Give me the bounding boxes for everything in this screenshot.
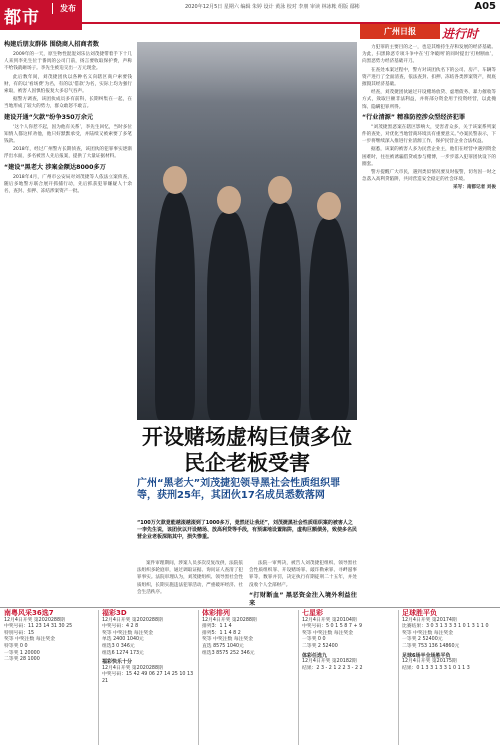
main-body-col1 — [137, 560, 243, 606]
main-paragraph: 案件审理期间，涉案人员多次反复改供，法院依法组织多轮庭审，通过调取证据、询问证人查清了犯罪事实。法院审理认为，刘茂捷组织、领导黑社会性质组织，长期实施违法犯罪活动，严重破坏经济、社会生活秩序。 — [137, 561, 243, 595]
lottery-line: 12月4日开奖 第20174期 — [402, 617, 457, 623]
left-paragraph: 据警方调查，该团伙成员多有前科，长期纠集在一起，在当地形成了较大的势力，群众敢怒不敢言。 — [4, 97, 132, 110]
lottery-block — [202, 610, 296, 657]
main-subhead: “打财断血” 黑恶资金注入境外利益往来 — [249, 591, 357, 606]
left-paragraph: ‘这个人你惹不起，因为他有关系’，李先生回忆，当时多位知情人都这样劝他，他只好默默承受，并陆续又被索要了多笔钱款。 — [4, 124, 132, 145]
section-logo — [360, 24, 496, 40]
photo-figure — [207, 212, 251, 420]
right-paragraph: “刘茂捷黑恶案在辖区影响大，受害者众多，关于该案系列案件的查处，对优化当地营商环境具有重要意义。”办案民警表示，下一步将继续深入推进行业清源工作，保护民营企业合法权益。 — [362, 124, 496, 145]
photo-figure — [155, 192, 195, 420]
lottery-line: 中奖号码：5 0 1 5 8 7 + 9 — [302, 624, 363, 630]
lottery-line: 特等奖 0 0 — [4, 643, 28, 649]
lottery-line: 12月4日开奖 第2020288期 — [4, 617, 65, 623]
lottery-line: 特别号码：15 — [4, 630, 35, 636]
right-paragraph: 在查处本案过程中，警方对该团伙名下的公司、房产、车辆等资产进行了全面清查，依法查封、扣押、冻结各类涉案资产，彻底摧毁其经济基础。 — [362, 67, 496, 88]
main-lead: “100万欠款竟能越滚越滚到了1000多万，竟然还让我还”，刘茂捷黑社会性质组织案的被害人之一李先生说，该团伙以开设赌场、放高利贷等手段，有预谋地设置陷阱，虚构巨额债务，致使多名民营企业老板深陷其中，损失惨重。 — [137, 520, 358, 541]
main-body-col2 — [249, 560, 357, 606]
lottery-title: 福彩3D — [102, 609, 127, 617]
right-paragraph: 据悉，该案的被害人多为民营企业主，他们在经营中遇到资金困难时，往往被诱骗借贷或参与赌博，一步步落入犯罪团伙设下的圈套。 — [362, 147, 496, 167]
left-headline-2: 建设开通“欠款”纷争350万余元 — [4, 113, 94, 121]
lottery-line: 12月4日开奖 第20182期 — [302, 659, 357, 665]
news-photo — [137, 42, 357, 420]
lottery-line: 奖等 中奖注数 每注奖金 — [102, 630, 154, 636]
lottery-line: 奖等 中奖注数 每注奖金 — [402, 630, 454, 636]
lottery-line: 组选6 1274 173元 — [102, 650, 144, 656]
lottery-subtitle: 福彩快乐十分 — [102, 659, 133, 666]
left-paragraph: 此后数年间，刘茂捷团伙以各种名义向辖区商户索要钱财，有的以‘看场费’为名，有的以‘借款’为名，实际上均为强行索取，被害人因惧怕报复大多忍气吞声。 — [4, 74, 132, 95]
main-headline: 开设赌场虚构巨债多位民企老板受害 — [142, 425, 352, 475]
left-paragraph: 2018年4月，广州市公安局对刘茂捷等人依法立案侦查，随后多地警方联合展开抓捕行动，先后抓获犯罪嫌疑人十余名，查封、扣押、冻结涉案资产一批。 — [4, 174, 132, 195]
lottery-line: 12月4日开奖 第20175期 — [402, 659, 457, 665]
lottery-block — [4, 610, 96, 664]
divider — [198, 610, 199, 745]
lottery-line: 结果：2 3 - 2 1 2 2 3 - 2 2 — [302, 665, 363, 671]
lottery-block — [302, 610, 396, 672]
lottery-line: 组选3 8575 252 346元 — [202, 650, 255, 656]
section-tag: 进行时 — [442, 27, 479, 41]
lottery-line: 二等奖 2 52400 — [302, 643, 338, 649]
left-paragraph: 2018年，经过广州警方长期侦查，该团伙的犯罪事实逐渐浮出水面，多名被害人先后报案，提供了大量证据材料。 — [4, 147, 132, 160]
lottery-line: 组选3 0 346元 — [102, 643, 135, 649]
lottery-block — [102, 610, 196, 686]
photo-figure — [309, 218, 349, 420]
lottery-line: 直选 8575 1040元 — [202, 643, 244, 649]
lottery-subtitle: 体彩任选九 — [302, 652, 328, 659]
left-column — [4, 38, 132, 604]
left-headline-1: 构建后朋友群体 围绕商人招商者数 — [4, 41, 99, 48]
lottery-line: 单选 2400 1040元 — [102, 637, 144, 643]
divider — [98, 610, 99, 745]
lottery-line: 一等奖 2 52400元 — [402, 637, 443, 643]
lottery-title: 体彩排列 — [202, 609, 230, 617]
lottery-line: 二等奖 28 1000 — [4, 657, 40, 663]
lottery-title: 足球胜平负 — [402, 609, 437, 617]
divider — [298, 610, 299, 745]
photo-figure-head — [163, 166, 187, 194]
page-number: A05 — [474, 1, 496, 12]
left-headline-3: “建设”黑老大 涉案金额达8000多万 — [4, 163, 106, 171]
lottery-line: 12月4日开奖 第2020288期 — [102, 665, 163, 671]
photo-figure — [259, 202, 301, 420]
main-subheadline: 广州“黑老大”刘茂捷犯领导黑社会性质组织罪等，获刑25年，其团伙17名成员悉数落网 — [137, 478, 341, 501]
right-paragraph: 经查，刘茂捷团伙通过开设赌场放贷、虚增债务、暴力催收等方式，敛取巨额非法利益，并将部分资金用于投资经营，以此掩饰、隐瞒犯罪所得。 — [362, 90, 496, 110]
section-brand — [0, 0, 82, 30]
lottery-line: 一等奖 0 0 — [302, 637, 326, 643]
lottery-line: 12月4日开奖 第20288期 — [202, 617, 257, 623]
lottery-line: 排列3：1 1 4 — [202, 624, 232, 630]
lottery-line: 奖等 中奖注数 每注奖金 — [302, 630, 354, 636]
lottery-title: 南粤风采36选7 — [4, 609, 54, 617]
lottery-line: 奖等 中奖注数 每注奖金 — [202, 637, 254, 643]
lottery-subtitle: 足球6场半全场胜平负 — [402, 652, 451, 659]
photo-figure-head — [268, 176, 292, 204]
right-paragraph: 警方提醒广大市民，遇到类似情况要及时报警，切勿因一时之急落入高利贷陷阱，共同营造安全稳定的社会环境。 — [362, 170, 496, 183]
brand-main: 都市 — [4, 8, 40, 28]
main-paragraph: 法院一审判决，被告人刘茂捷犯组织、领导黑社会性质组织罪、开设赌场罪、敲诈勒索罪、寻衅滋事罪等，数罪并罚，决定执行有期徒刑二十五年，并处没收个人全部财产。 — [249, 561, 357, 588]
lottery-line: 排列5：1 1 4 8 2 — [202, 630, 241, 636]
divider — [398, 610, 399, 745]
lottery-line: 结果：0 1 3 3 1 3 3 1 0 1 1 3 — [402, 665, 470, 671]
section-logo-box: 广州日报 — [360, 24, 440, 39]
lottery-line: 奖等 中奖注数 每注奖金 — [4, 637, 56, 643]
lottery-line: 中奖号码：11 23 14 31 30 25 — [4, 624, 73, 630]
photo-figure-head — [217, 186, 241, 214]
lottery-line: 12月4日开奖 第20104期 — [302, 617, 357, 623]
brand-sub: 发布 — [52, 3, 81, 14]
right-headline: “行业清源” 精准防控涉众型经济犯罪 — [362, 113, 466, 121]
edition-meta: 2020年12月5日 星期六 编辑 朱婷 设计 黄泳 校对 李朋 审读 林冰帐 组版 鄢彬 — [185, 4, 360, 10]
lottery-line: 二等奖 753 136 14860元 — [402, 643, 460, 649]
right-column — [362, 44, 496, 604]
lottery-block — [402, 610, 497, 672]
left-paragraph: 2009年的一天，原生物性混混刘乐岳刘茂捷带着手下十几人来到李先生位于番禺的公司门前，扬言要收取保护费，声称不给钱就砸场子。李先生被迫交出一万元现金。 — [4, 52, 132, 72]
lottery-line: 中奖号码：4 2 8 — [102, 624, 139, 630]
photo-figure-head — [317, 192, 341, 220]
lottery-line: 比赛结果：3 0 3 1 3 3 3 1 0 1 3 1 1 0 — [402, 624, 489, 630]
right-paragraph: 力犯罪的主要目的之一，也是其维持生存和发展的经济基础。为此，扫黑除恶专项斗争中在‘打伞破网’的同时提出‘打财断血’，向黑恶势力经济基础开刀。 — [362, 45, 496, 65]
byline: 采写：南都记者 刘俊 — [453, 185, 496, 191]
lottery-line: 一等奖 1 20000 — [4, 650, 40, 656]
lottery-title: 七星彩 — [302, 609, 323, 617]
lottery-line: 12月4日开奖 第2020288期 — [102, 617, 163, 623]
lottery-line: 中奖号码：15 42 49 06 27 14 25 10 13 21 — [102, 672, 194, 684]
